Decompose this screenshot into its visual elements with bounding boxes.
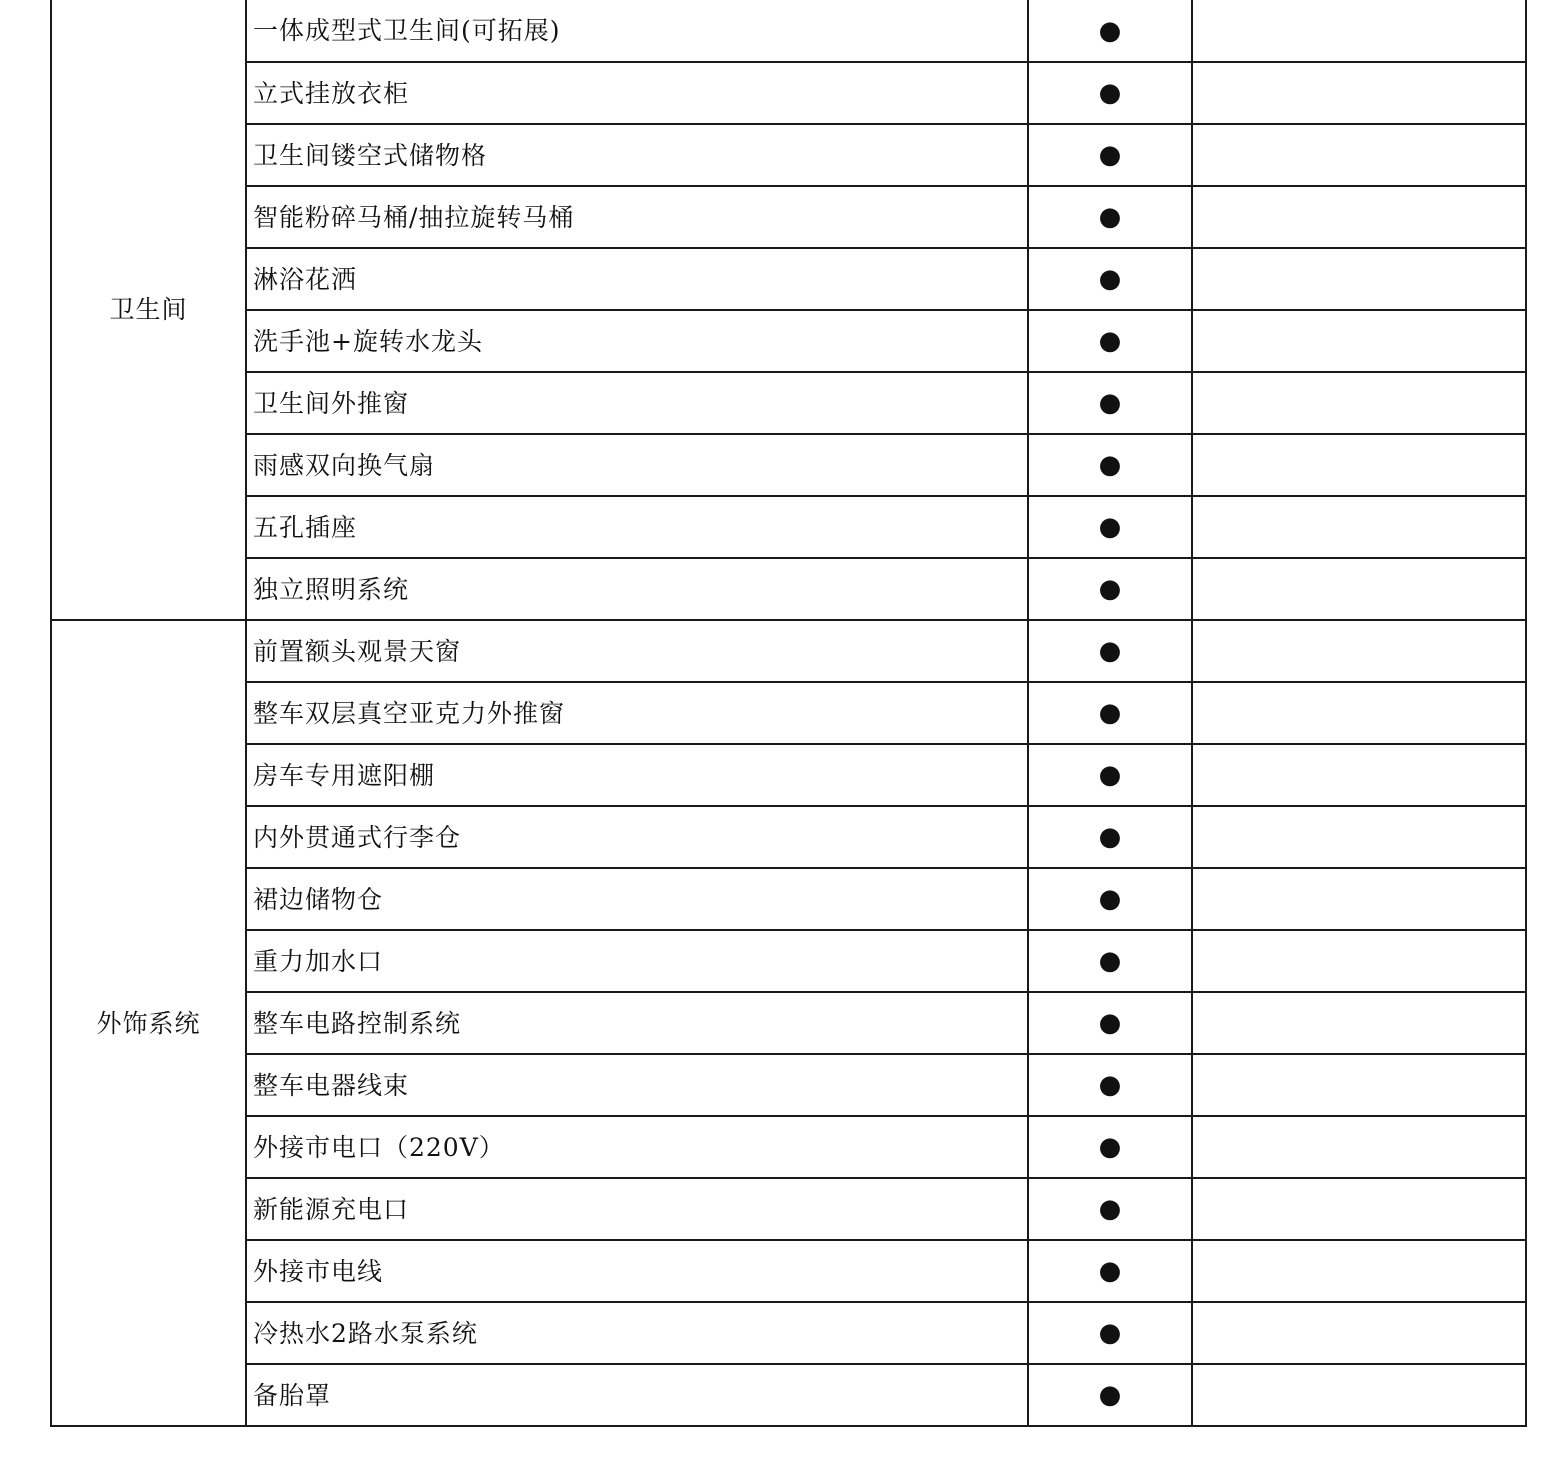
item-name-cell: 裙边储物仓	[246, 868, 1028, 930]
item-name-cell: 立式挂放衣柜	[246, 62, 1028, 124]
table-row	[51, 1178, 1526, 1240]
filled-circle-icon: ●	[1098, 636, 1122, 666]
standard-mark-cell	[1028, 620, 1192, 682]
item-name-cell: 整车电路控制系统	[246, 992, 1028, 1054]
item-name-cell: 整车电器线束	[246, 1054, 1028, 1116]
item-name-cell: 新能源充电口	[246, 1178, 1028, 1240]
item-name-cell: 卫生间镂空式储物格	[246, 124, 1028, 186]
configuration-table-body	[51, 0, 1526, 1426]
note-cell	[1192, 558, 1526, 620]
filled-circle-icon: ●	[1098, 326, 1122, 356]
note-cell	[1192, 310, 1526, 372]
item-name-cell: 整车双层真空亚克力外推窗	[246, 682, 1028, 744]
standard-mark-cell	[1028, 744, 1192, 806]
filled-circle-icon: ●	[1098, 388, 1122, 418]
table-row	[51, 620, 1526, 682]
filled-circle-icon: ●	[1098, 822, 1122, 852]
table-row	[51, 1364, 1526, 1426]
table-row	[51, 992, 1526, 1054]
standard-mark-cell	[1028, 868, 1192, 930]
note-cell	[1192, 1116, 1526, 1178]
filled-circle-icon: ●	[1098, 760, 1122, 790]
configuration-table	[50, 0, 1527, 1427]
note-cell	[1192, 682, 1526, 744]
note-cell	[1192, 1240, 1526, 1302]
note-cell	[1192, 1054, 1526, 1116]
standard-mark-cell	[1028, 248, 1192, 310]
item-name-cell: 洗手池+旋转水龙头	[246, 310, 1028, 372]
filled-circle-icon: ●	[1098, 140, 1122, 170]
table-row	[51, 1116, 1526, 1178]
standard-mark-cell	[1028, 310, 1192, 372]
item-name-cell: 内外贯通式行李仓	[246, 806, 1028, 868]
note-cell	[1192, 496, 1526, 558]
category-cell: 卫生间	[51, 0, 246, 620]
item-name-cell: 雨感双向换气扇	[246, 434, 1028, 496]
table-row	[51, 682, 1526, 744]
filled-circle-icon: ●	[1098, 450, 1122, 480]
filled-circle-icon: ●	[1098, 15, 1122, 46]
note-cell	[1192, 930, 1526, 992]
table-row	[51, 434, 1526, 496]
item-name-cell: 冷热水2路水泵系统	[246, 1302, 1028, 1364]
filled-circle-icon: ●	[1098, 264, 1122, 294]
note-cell	[1192, 620, 1526, 682]
item-name-cell: 卫生间外推窗	[246, 372, 1028, 434]
table-row	[51, 310, 1526, 372]
note-cell	[1192, 992, 1526, 1054]
note-cell	[1192, 806, 1526, 868]
table-row	[51, 1054, 1526, 1116]
note-cell	[1192, 744, 1526, 806]
note-cell	[1192, 434, 1526, 496]
table-row	[51, 62, 1526, 124]
filled-circle-icon: ●	[1098, 1070, 1122, 1100]
item-name-cell: 重力加水口	[246, 930, 1028, 992]
item-name-cell: 智能粉碎马桶/抽拉旋转马桶	[246, 186, 1028, 248]
note-cell	[1192, 868, 1526, 930]
standard-mark-cell	[1028, 806, 1192, 868]
standard-mark-cell	[1028, 1240, 1192, 1302]
table-row	[51, 930, 1526, 992]
standard-mark-cell	[1028, 992, 1192, 1054]
standard-mark-cell	[1028, 1364, 1192, 1426]
note-cell	[1192, 1364, 1526, 1426]
table-row	[51, 868, 1526, 930]
standard-mark-cell	[1028, 930, 1192, 992]
table-row	[51, 1302, 1526, 1364]
standard-mark-cell	[1028, 1116, 1192, 1178]
table-row	[51, 1240, 1526, 1302]
item-name-cell: 五孔插座	[246, 496, 1028, 558]
standard-mark-cell	[1028, 434, 1192, 496]
standard-mark-cell	[1028, 558, 1192, 620]
note-cell	[1192, 1302, 1526, 1364]
note-cell	[1192, 186, 1526, 248]
item-name-cell: 淋浴花洒	[246, 248, 1028, 310]
filled-circle-icon: ●	[1098, 1318, 1122, 1348]
item-name-cell: 外接市电线	[246, 1240, 1028, 1302]
item-name-cell: 外接市电口（220V）	[246, 1116, 1028, 1178]
standard-mark-cell	[1028, 186, 1192, 248]
filled-circle-icon: ●	[1098, 1194, 1122, 1224]
item-name-cell: 前置额头观景天窗	[246, 620, 1028, 682]
table-row	[51, 248, 1526, 310]
standard-mark-cell	[1028, 1302, 1192, 1364]
filled-circle-icon: ●	[1098, 884, 1122, 914]
note-cell	[1192, 248, 1526, 310]
standard-mark-cell	[1028, 1054, 1192, 1116]
filled-circle-icon: ●	[1098, 1008, 1122, 1038]
standard-mark-cell	[1028, 0, 1192, 62]
standard-mark-cell	[1028, 124, 1192, 186]
standard-mark-cell	[1028, 62, 1192, 124]
table-row	[51, 496, 1526, 558]
table-row	[51, 124, 1526, 186]
filled-circle-icon: ●	[1098, 512, 1122, 542]
filled-circle-icon: ●	[1098, 698, 1122, 728]
filled-circle-icon: ●	[1098, 1132, 1122, 1162]
standard-mark-cell	[1028, 1178, 1192, 1240]
table-row	[51, 744, 1526, 806]
note-cell	[1192, 62, 1526, 124]
standard-mark-cell	[1028, 682, 1192, 744]
note-cell	[1192, 1178, 1526, 1240]
filled-circle-icon: ●	[1098, 1256, 1122, 1286]
filled-circle-icon: ●	[1098, 78, 1122, 108]
filled-circle-icon: ●	[1098, 1380, 1122, 1410]
item-name-cell: 独立照明系统	[246, 558, 1028, 620]
table-row	[51, 0, 1526, 62]
filled-circle-icon: ●	[1098, 574, 1122, 604]
item-name-cell: 一体成型式卫生间(可拓展)	[246, 0, 1028, 62]
filled-circle-icon: ●	[1098, 946, 1122, 976]
table-row	[51, 372, 1526, 434]
standard-mark-cell	[1028, 372, 1192, 434]
table-row	[51, 558, 1526, 620]
table-row	[51, 186, 1526, 248]
item-name-cell: 房车专用遮阳棚	[246, 744, 1028, 806]
note-cell	[1192, 372, 1526, 434]
table-row	[51, 806, 1526, 868]
category-cell: 外饰系统	[51, 620, 246, 1426]
standard-mark-cell	[1028, 496, 1192, 558]
note-cell	[1192, 124, 1526, 186]
note-cell	[1192, 0, 1526, 62]
item-name-cell: 备胎罩	[246, 1364, 1028, 1426]
filled-circle-icon: ●	[1098, 202, 1122, 232]
